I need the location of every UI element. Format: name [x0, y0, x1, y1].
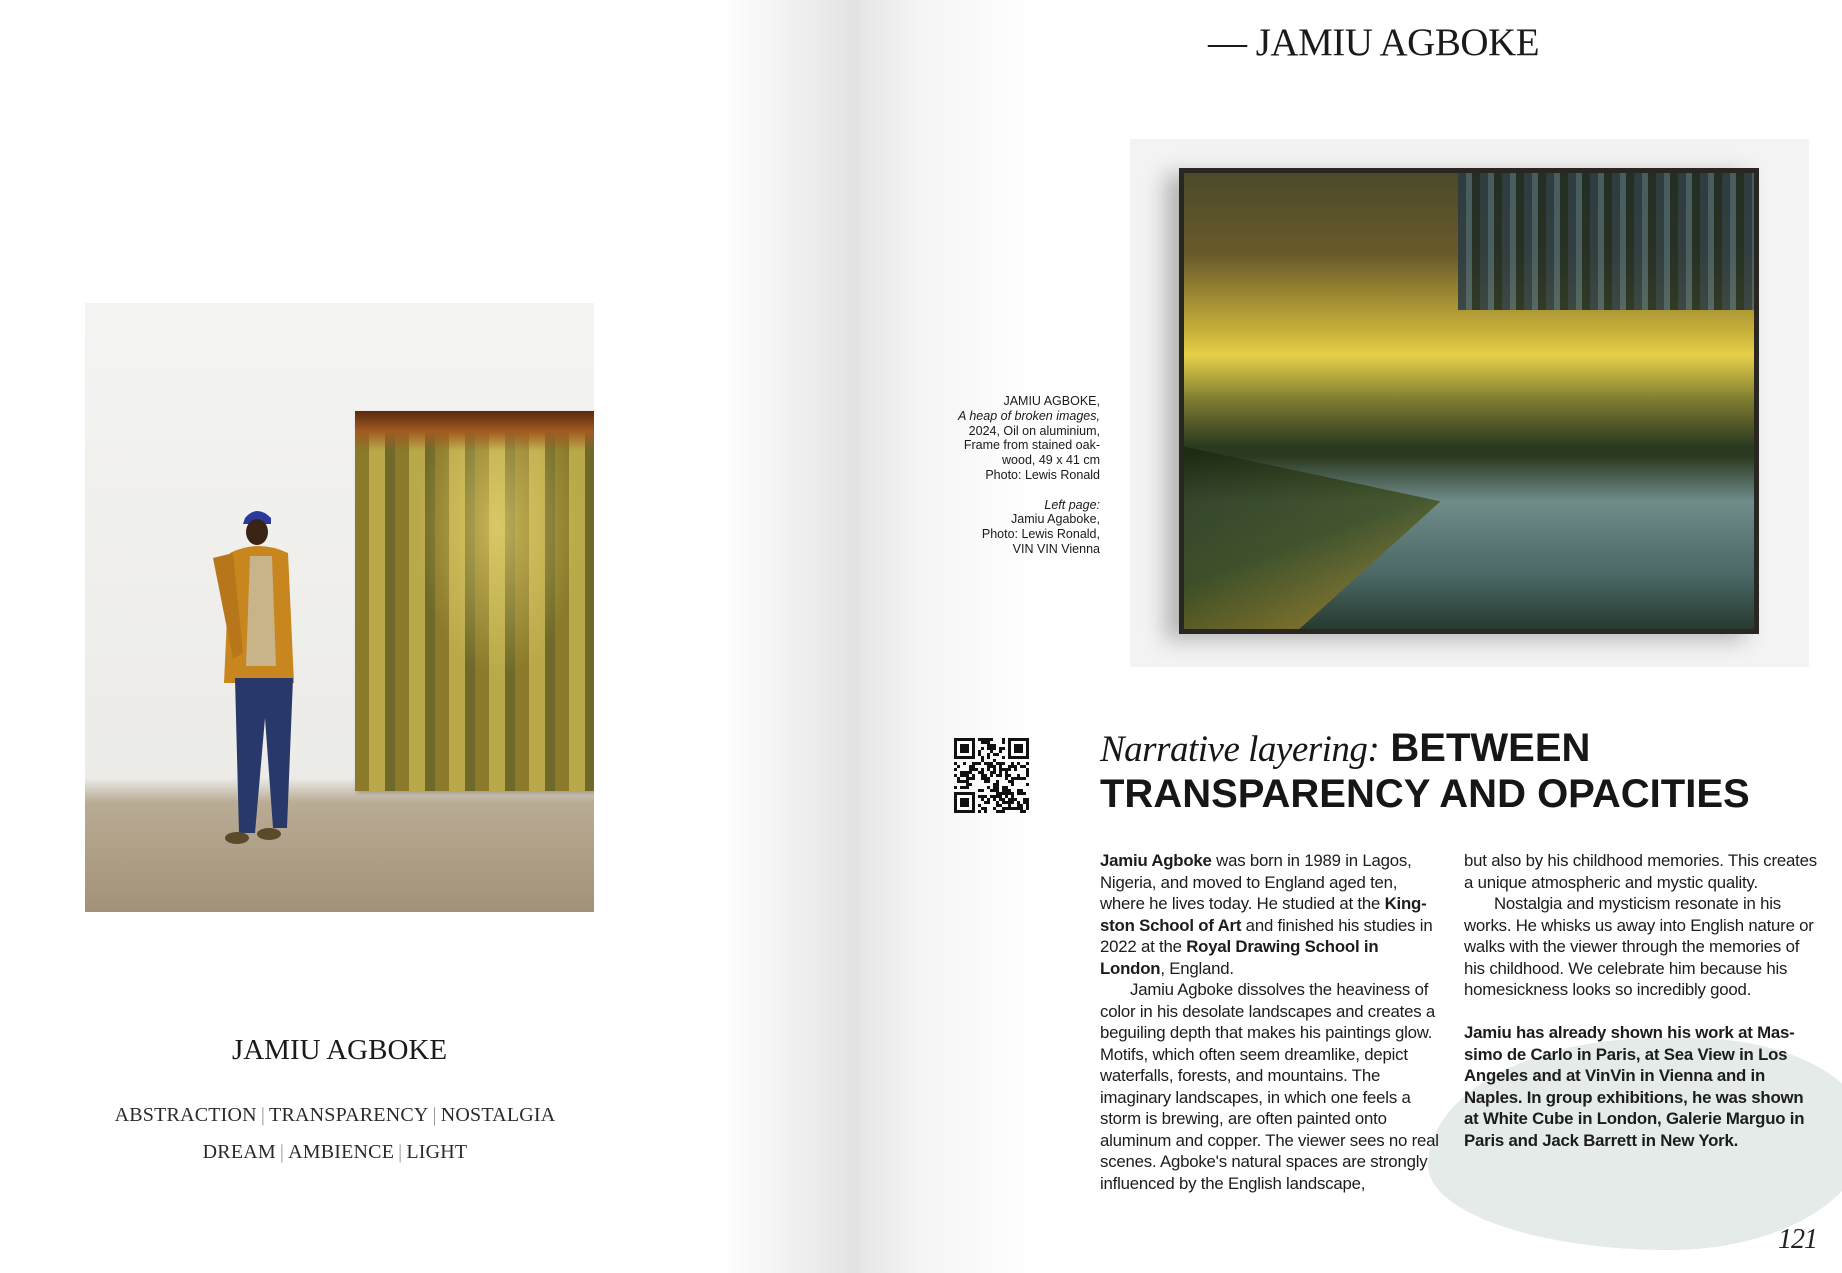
caption-line: Photo: Lewis Ronald,	[981, 527, 1100, 542]
tag-separator: |	[398, 1141, 403, 1163]
painting-in-photo	[355, 411, 594, 791]
paragraph: Jamiu Agboke was born in 1989 in Lagos, Nigeria, and moved to England aged ten, where he lives today. He studied at the Kingston School of Art and finished his studies in 2022 at the Royal Drawing School in London, England.	[1100, 851, 1433, 978]
framed-painting	[1179, 168, 1759, 634]
heading-bold: BETWEEN	[1379, 726, 1591, 770]
tag-separator: |	[279, 1141, 285, 1163]
page-header: — JAMIU AGBOKE	[1208, 21, 1540, 64]
highlight-paragraph: Jamiu has already shown his work at Massimo de Carlo in Paris, at Sea View in Los Angeles and at VinVin in Vienna and in Naples. In group exhibitions, he was shown at White Cube in London, Galerie Marguo in Paris and Jack Barrett in New York.	[1464, 1023, 1805, 1150]
tag-separator: |	[260, 1104, 266, 1126]
tags-line-2	[60, 1141, 610, 1164]
tag: LIGHT	[406, 1141, 468, 1163]
paragraph: Jamiu Agboke dissolves the heaviness of color in his desolate landscapes and creates a beguiling depth that makes his paintings glow. Motifs, which often seem dreamlike, depict waterfalls, forests, and mountains. The imaginary landscapes, in which one feels a storm is brewing, are often painted onto aluminum and copper. The viewer sees no real scenes. Agboke's natural spaces are strongly influenced by the English landscape,	[1100, 980, 1439, 1193]
caption-line: JAMIU AGBOKE,	[1003, 394, 1100, 408]
caption-line: 2024, Oil on aluminium,	[968, 423, 1100, 438]
tag: DREAM	[202, 1141, 276, 1163]
paragraph: but also by his childhood memories. This creates a unique atmospheric and mystic quality.	[1464, 851, 1817, 892]
heading-italic: Narrative layering:	[1100, 729, 1380, 770]
caption-line: wood, 49 x 41 cm	[1002, 453, 1100, 468]
heading-bold: TRANSPARENCY AND OPACITIES	[1100, 772, 1750, 816]
caption-title: A heap of broken images,	[958, 408, 1100, 423]
caption-line: Jamiu Agaboke,	[1011, 512, 1100, 527]
tag: ABSTRACTION	[114, 1104, 257, 1126]
tag-separator: |	[432, 1104, 437, 1126]
tag: TRANSPARENCY	[269, 1104, 429, 1126]
caption-left-label: Left page:	[1044, 497, 1100, 512]
artist-figure	[195, 498, 305, 878]
paragraph: Nostalgia and mysticism resonate in his works. He whisks us away into English nature or walks with the viewer through the memories of his childhood. We celebrate him because his homesickness looks so incredibly good.	[1464, 894, 1814, 999]
body-column-1	[1100, 850, 1445, 1194]
caption-line: Frame from stained oak-	[963, 438, 1100, 453]
body-column-2	[1464, 850, 1819, 1151]
tag: NOSTALGIA	[440, 1104, 556, 1126]
tag: AMBIENCE	[288, 1141, 395, 1163]
caption-line: Photo: Lewis Ronald	[985, 467, 1100, 482]
artist-photo	[85, 303, 594, 912]
artist-name: JAMIU AGBOKE	[231, 1034, 448, 1066]
tags-line-1	[60, 1104, 610, 1127]
article-heading	[1100, 726, 1820, 816]
caption-line: VIN VIN Vienna	[1012, 541, 1100, 556]
qr-code-icon[interactable]	[954, 738, 1029, 813]
image-caption	[900, 394, 1100, 557]
page-number: 121	[1778, 1224, 1817, 1255]
